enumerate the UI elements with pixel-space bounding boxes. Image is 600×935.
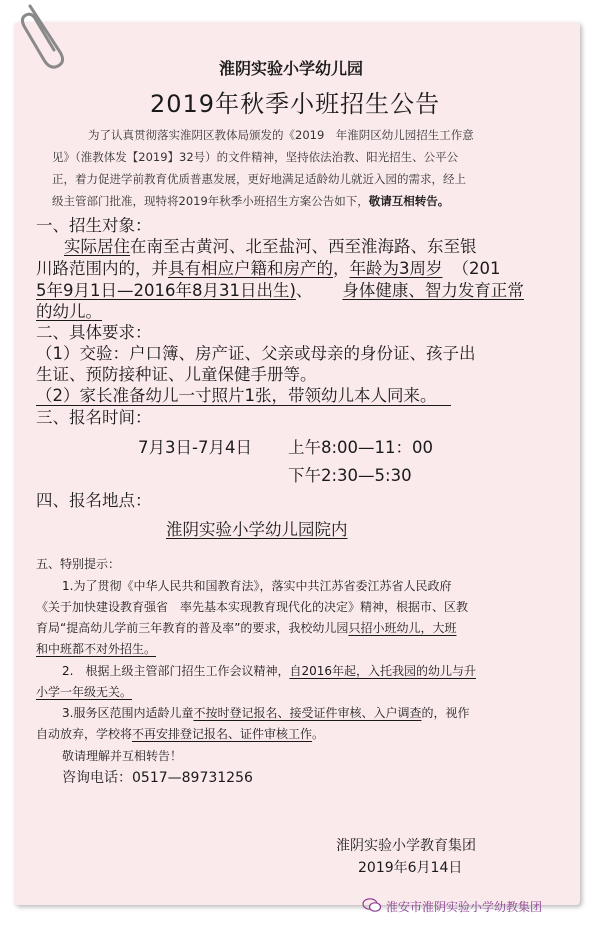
s1-line: 川路范围内的，并具有相应户籍和房产的，年龄为3周岁 （201	[36, 259, 501, 278]
s2-line: 生证、预防接种证、儿童保健手册等。	[36, 365, 317, 384]
phone-line: 咨询电话：0517—89731256	[62, 770, 253, 786]
paperclip-icon	[16, 0, 72, 70]
s5-line: 1.为了贯彻《中华人民共和国教育法》，落实中共江苏省委江苏省人民政府	[62, 579, 452, 593]
s1-line: 5年9月1日—2016年8月31日出生)、 身体健康、智力发育正常	[36, 281, 524, 300]
afternoon-hours: 下午2:30—5:30	[288, 466, 412, 485]
signup-place: 淮阴实验小学幼儿园院内	[166, 520, 348, 539]
s5-line: 2. 根据上级主管部门招生工作会议精神，自2016年起，入托我园的幼儿与升	[62, 664, 476, 678]
s5-line: 3.服务区范围内适龄儿童不按时登记报名、接受证件审核、入户调查的，视作	[62, 706, 470, 720]
s5-line: 小学一年级无关。	[36, 685, 133, 699]
s1-line: 实际居住在南至古黄河、北至盐河、西至淮海路、东至银	[64, 237, 477, 256]
section-heading: 二、具体要求：	[36, 323, 152, 342]
intro-line: 级主管部门批准，现特将2019年秋季小班招生方案公告如下，敬请互相转告。	[52, 194, 450, 208]
signature-date: 2019年6月14日	[358, 860, 463, 876]
thanks-note: 敬请理解并互相转告！	[62, 749, 183, 763]
wechat-icon	[362, 898, 382, 912]
intro-line: 正，着力促进学前教育优质普惠发展，更好地满足适龄幼儿就近入园的需求，经上	[52, 172, 466, 186]
section-heading: 一、招生对象：	[36, 216, 152, 235]
section-heading: 五、特别提示：	[36, 557, 121, 571]
signup-date: 7月3日-7月4日	[138, 438, 252, 457]
org-title: 淮阴实验小学幼儿园	[219, 59, 364, 78]
section-heading: 四、报名地点：	[36, 491, 152, 510]
s1-line: 的幼儿。	[36, 302, 102, 321]
page-title: 2019年秋季小班招生公告	[150, 90, 441, 118]
intro-line: 为了认真贯彻落实淮阴区教体局颁发的《2019 年淮阴区幼儿园招生工作意	[88, 128, 474, 142]
s5-line: 自动放弃，学校将不再安排登记报名、证件审核工作。	[36, 727, 325, 741]
s5-line: 《关于加快建设教育强省 率先基本实现教育现代化的决定》精神，根据市、区教	[36, 600, 469, 614]
intro-line: 见》（淮教体发【2019】32号）的文件精神，坚持依法治教、阳光招生、公平公	[52, 150, 459, 164]
s2-line: （2）家长准备幼儿一寸照片1张，带领幼儿本人同来。	[36, 382, 451, 406]
watermark-text: 淮安市淮阴实验小学幼教集团	[386, 900, 543, 914]
morning-hours: 上午8:00—11：00	[288, 438, 434, 457]
s5-line: 育局“提高幼儿学前三年教育的普及率”的要求，我校幼儿园只招小班幼儿，大班	[36, 621, 457, 635]
signature-org: 淮阴实验小学教育集团	[336, 838, 476, 854]
s2-line: （1）交验：户口簿、房产证、父亲或母亲的身份证、孩子出	[36, 344, 476, 363]
section-heading: 三、报名时间：	[36, 408, 152, 427]
s5-line: 和中班都不对外招生。	[36, 642, 157, 656]
